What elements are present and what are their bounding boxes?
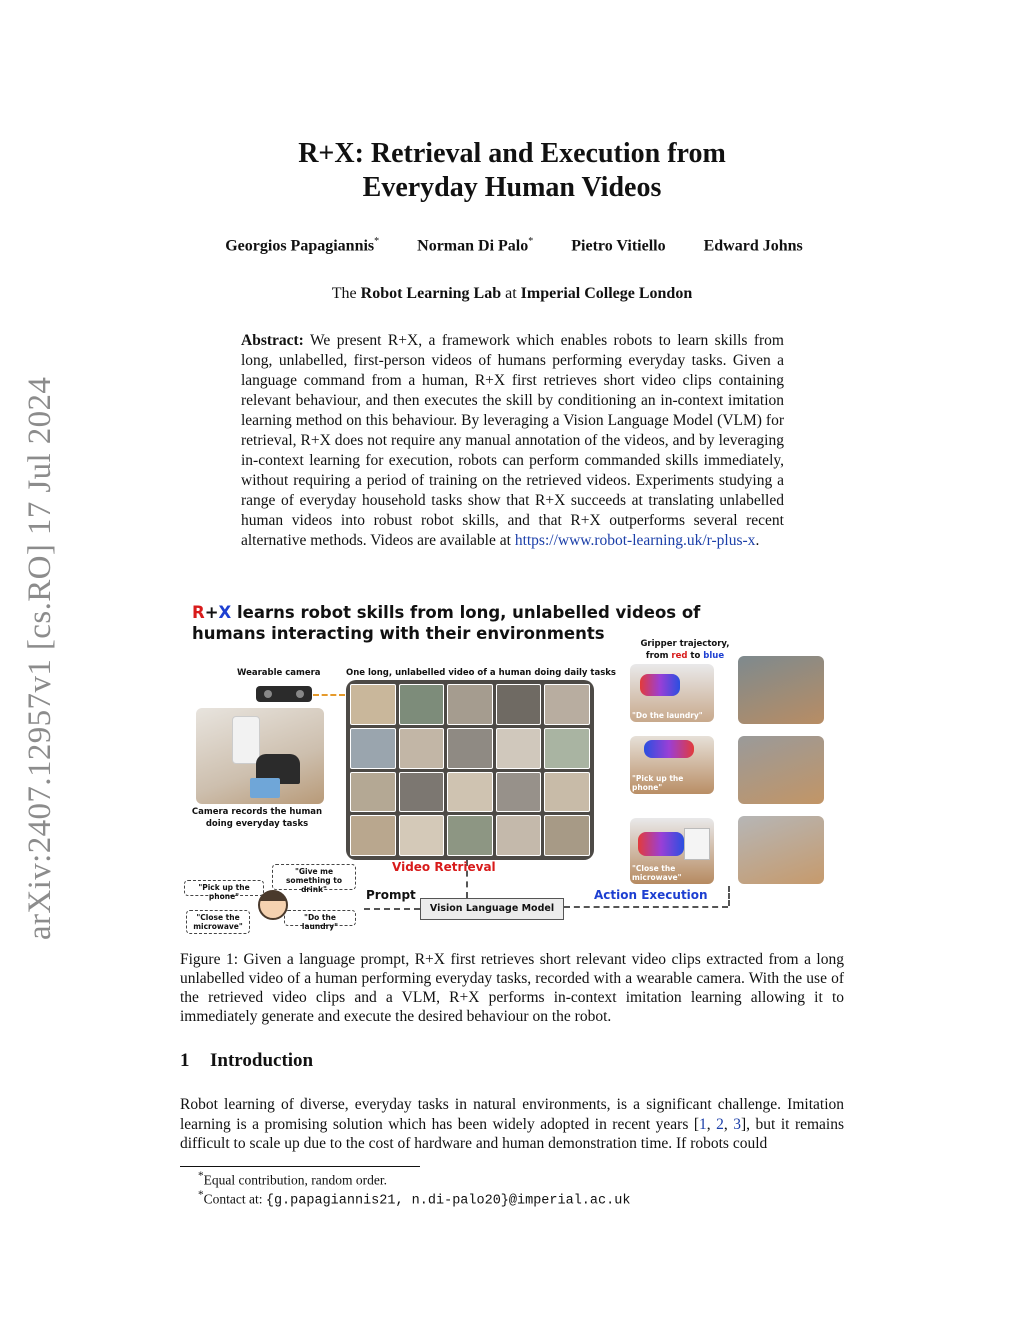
video-frame: [447, 815, 493, 856]
camera-to-video-arrow: [313, 694, 345, 696]
action-execution-label: Action Execution: [594, 888, 708, 902]
abstract-label: Abstract:: [241, 332, 304, 349]
video-frame: [399, 772, 445, 813]
video-frame: [544, 772, 590, 813]
robot-laundry-photo: [738, 656, 824, 724]
long-video-label: One long, unlabelled video of a human doing daily tasks: [346, 668, 616, 678]
prompt-bubble-phone: "Pick up the phone": [184, 880, 264, 896]
prompt-bubble-microwave: "Close the microwave": [186, 910, 250, 934]
video-frame: [544, 728, 590, 769]
prompt-label: Prompt: [366, 888, 416, 902]
figure-caption: Figure 1: Given a language prompt, R+X first retrieves short relevant video clips extracted from a long unlabelled video of a human performing everyday tasks, recorded with a wearable camera. With the use of the retrieved video clips and a VLM, R+X performs in-context imitation learning allowing it to immediately generate and execute the desired behaviour on the robot.: [180, 951, 844, 1025]
human-with-camera-photo: [196, 708, 324, 804]
paper-title-line-2: Everyday Human Videos: [362, 172, 662, 203]
camera-records-caption: Camera records the human doing everyday tasks: [191, 807, 323, 829]
video-frame: [399, 684, 445, 725]
prompt-arrow: [364, 908, 420, 910]
prompt-bubble-drink: "Give me something to drink": [272, 864, 356, 890]
trajectory-microwave-image: "Close the microwave": [630, 818, 714, 884]
human-avatar-icon: [258, 890, 288, 920]
video-frame: [544, 815, 590, 856]
citation-link[interactable]: 1: [699, 1115, 707, 1133]
footnote-contact: *Contact at: {g.papagiannis21, n.di-palo20}@imperial.ac.uk: [198, 1189, 631, 1209]
video-frame: [447, 684, 493, 725]
video-frame: [496, 815, 542, 856]
figure-headline: R+X learns robot skills from long, unlabelled videos of humans interacting with their environments: [192, 603, 701, 643]
video-frame: [447, 772, 493, 813]
trajectory-phone-image: "Pick up the phone": [630, 736, 714, 794]
abstract: Abstract: We present R+X, a framework which enables robots to learn skills from long, unlabelled, first-person videos of humans performing everyday tasks. Given a language command from a human, R+X first retrieves short video clips containing relevant behaviour, and then executes the skill by conditioning an in-context imitation learning method on this behaviour. By leveraging a Vision Language Model (VLM) for retrieval, R+X does not require any manual annotation of the videos, and by leveraging in-context learning for execution, robots can perform commanded skills immediately, without requiring a period of training on the retrieved videos. Experiments studying a range of everyday household tasks show that R+X succeeds at translating unlabelled human videos into robust robot skills, and that R+X outperforms several recent alternative methods. Videos are available at https://www.robot-learning.uk/r-plus-x.: [241, 332, 784, 549]
video-frame: [350, 772, 396, 813]
video-frame: [496, 684, 542, 725]
robot-microwave-photo: [738, 816, 824, 884]
author-list: [180, 236, 848, 255]
citation-link[interactable]: 2: [716, 1115, 724, 1133]
abstract-text: We present R+X, a framework which enables robots to learn skills from long, unlabelled, first-person videos of humans performing everyday tasks. Given a language command from a human, R+X first retrieves short video clips containing relevant behaviour, and then executes the skill by conditioning an in-context imitation learning method on this behaviour. By leveraging a Vision Language Model (VLM) for retrieval, R+X does not require any manual annotation of the videos, and by leveraging in-context learning for execution, robots can perform commanded skills immediately, without requiring a period of training on the retrieved videos. Experiments studying a range of everyday household tasks show that R+X succeeds at translating unlabelled human videos into robust robot skills, and that R+X outperforms several recent alternative methods. Videos are available at: [241, 332, 784, 549]
video-frame: [544, 684, 590, 725]
execution-arrow-up: [728, 886, 730, 906]
footnote: *Equal contribution, random order.: [198, 1170, 387, 1188]
affiliation: The Robot Learning Lab at Imperial College London: [331, 285, 693, 302]
author: Pietro Vitiello: [571, 237, 666, 255]
video-frame: [399, 728, 445, 769]
video-frame: [350, 815, 396, 856]
citation-link[interactable]: 3: [733, 1115, 742, 1133]
vision-language-model-box: Vision Language Model: [420, 898, 564, 920]
footnote-rule: [180, 1166, 420, 1167]
wearable-camera-label: Wearable camera: [237, 668, 321, 678]
video-frame: [447, 728, 493, 769]
intro-paragraph: Robot learning of diverse, everyday tasks in natural environments, is a significant challenge. Imitation learning is a promising solution which has been widely adopted in recent years [1, 2, 3], but it remains difficult to scale up due to the cost of hardware and human demonstration time. If robots could: [180, 1096, 845, 1152]
project-link[interactable]: https://www.robot-learning.uk/r-plus-x: [514, 532, 756, 549]
paper-title-line-1: R+X: Retrieval and Execution from: [298, 138, 726, 169]
video-frame: [350, 684, 396, 725]
trajectory-laundry-image: "Do the laundry": [630, 664, 714, 722]
video-retrieval-label: Video Retrieval: [392, 860, 496, 874]
arxiv-identifier-stamp: arXiv:2407.12957v1 [cs.RO] 17 Jul 2024: [22, 376, 58, 940]
wearable-camera-icon: [256, 686, 312, 702]
video-frame: [399, 815, 445, 856]
prompt-bubble-laundry: "Do the laundry": [284, 910, 356, 926]
author: Georgios Papagiannis*: [225, 236, 380, 255]
execution-arrow: [564, 906, 728, 908]
section-heading: 1 Introduction: [180, 1050, 314, 1071]
robot-phone-photo: [738, 736, 824, 804]
video-frame: [496, 772, 542, 813]
video-frame-grid: [346, 680, 594, 860]
gripper-trajectory-label: Gripper trajectory, from red to blue: [640, 639, 730, 661]
video-frame: [496, 728, 542, 769]
author: Edward Johns: [703, 237, 803, 255]
author: Norman Di Palo*: [417, 236, 534, 255]
figure-1: [180, 598, 844, 944]
video-frame: [350, 728, 396, 769]
